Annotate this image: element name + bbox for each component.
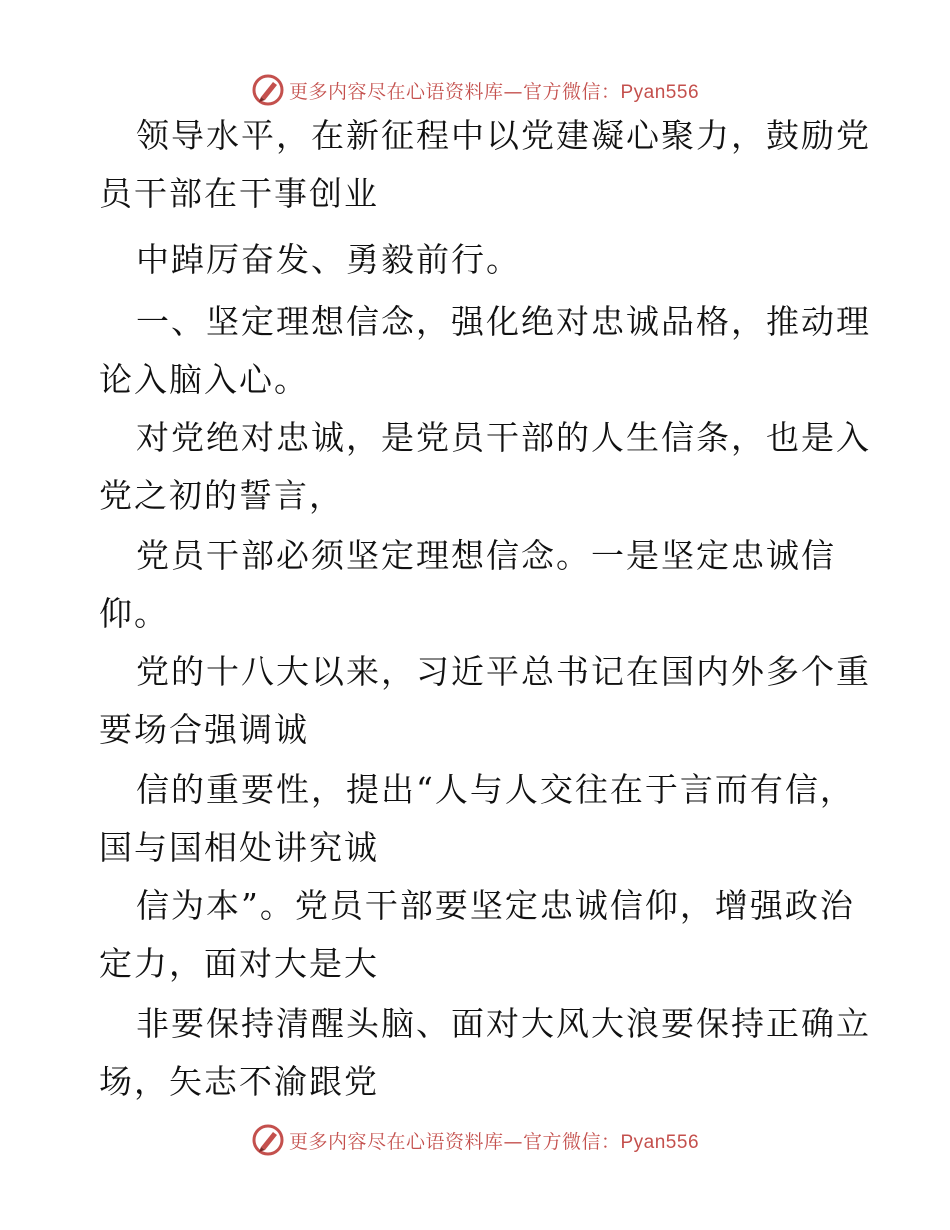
body-line: 党的十八大以来，习近平总书记在国内外多个重: [136, 652, 871, 691]
header-banner-main: 更多内容尽在心语资料库: [288, 80, 504, 103]
body-line: 信为本”。党员干部要坚定忠诚信仰，增强政治: [136, 886, 855, 925]
body-line: 仰。: [99, 594, 169, 633]
header-banner-text: [289, 77, 699, 104]
body-line: 中踔厉奋发、勇毅前行。: [136, 240, 521, 279]
body-line: 领导水平，在新征程中以党建凝心聚力，鼓励党: [136, 116, 871, 155]
body-line: 要场合强调诚: [99, 710, 309, 749]
header-banner-wechat-id: Pyan556: [620, 81, 700, 103]
body-line: 对党绝对忠诚，是党员干部的人生信条，也是入: [136, 418, 871, 457]
body-line: 党员干部必须坚定理想信念。一是坚定忠诚信: [136, 536, 836, 575]
body-line: 员干部在干事创业: [99, 174, 379, 213]
footer-banner-label: 官方微信：: [522, 1130, 621, 1153]
body-line: 场，矢志不渝跟党: [99, 1062, 379, 1101]
pen-circle-logo-icon: [251, 73, 285, 107]
body-line: 信的重要性，提出“人与人交往在于言而有信，: [136, 770, 855, 809]
body-line: 非要保持清醒头脑、面对大风大浪要保持正确立: [136, 1004, 871, 1043]
footer-banner: [0, 1120, 950, 1160]
header-banner: [0, 70, 950, 110]
header-banner-label: 官方微信：: [522, 80, 621, 103]
footer-banner-main: 更多内容尽在心语资料库: [288, 1130, 504, 1153]
footer-banner-wechat-id: Pyan556: [620, 1131, 700, 1153]
header-banner-dash: —: [503, 80, 523, 103]
body-line: 一、坚定理想信念，强化绝对忠诚品格，推动理: [136, 302, 871, 341]
body-line: 党之初的誓言，: [99, 476, 344, 515]
body-line: 论入脑入心。: [99, 360, 309, 399]
footer-banner-text: [289, 1127, 699, 1154]
pen-circle-logo-icon: [251, 1123, 285, 1157]
footer-banner-dash: —: [503, 1130, 523, 1153]
body-line: 国与国相处讲究诚: [99, 828, 379, 867]
body-line: 定力，面对大是大: [99, 944, 379, 983]
